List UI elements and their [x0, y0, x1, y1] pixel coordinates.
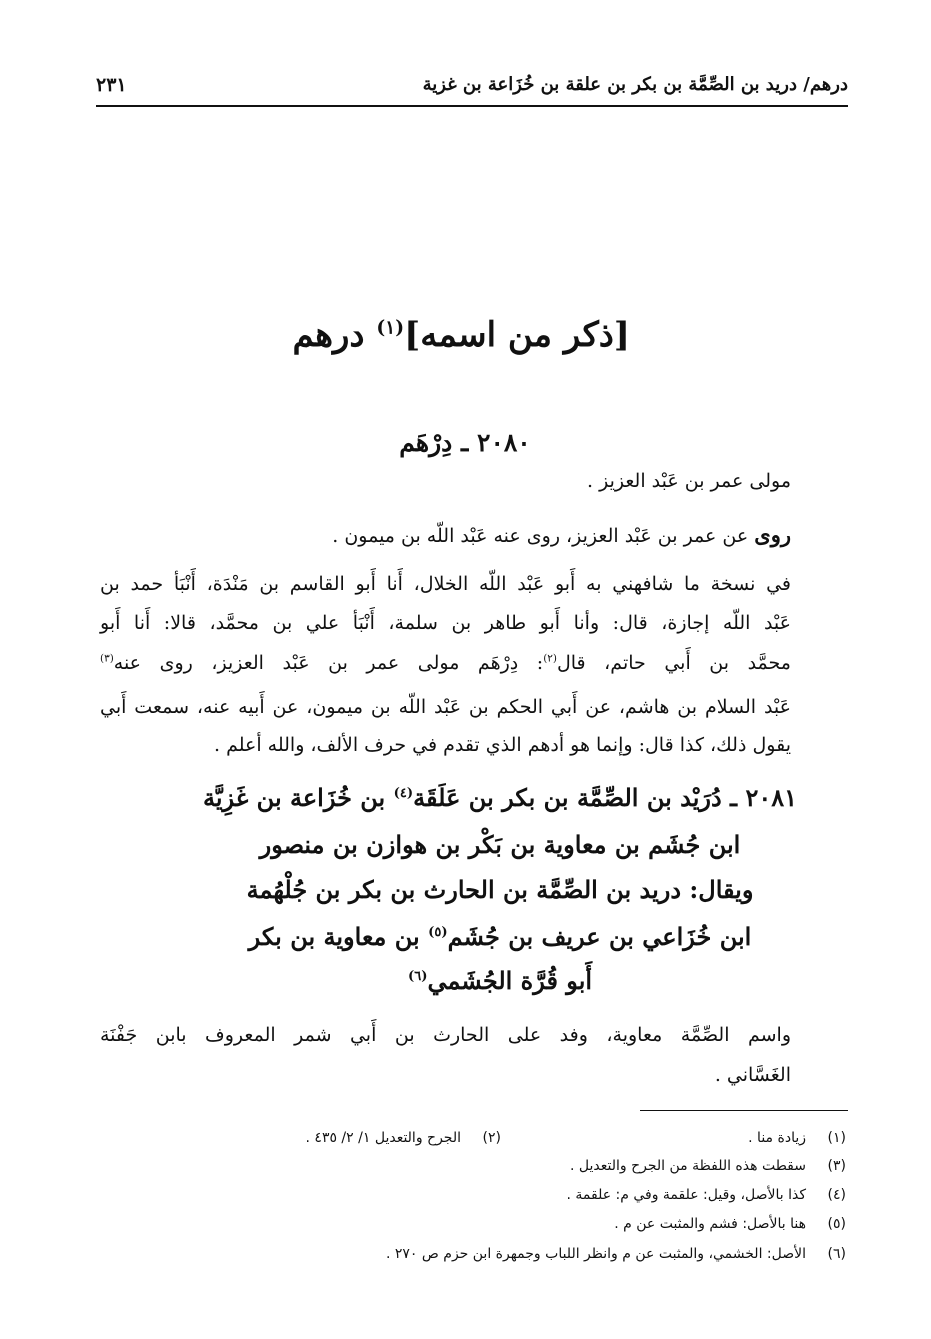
- footnote-number: (٣): [827, 1158, 846, 1174]
- entry-heading-2081: [150, 783, 850, 812]
- running-header: [96, 72, 848, 102]
- footnote-marker: (٦): [407, 969, 428, 984]
- text-line: عَبْد اللّه إجازة، قال: وأنا أَبو طاهر بن سلمة، أَنْبَأ علي بن محمَّد، قالا: أَنا أَبو: [100, 612, 791, 634]
- footnote-text: كذا بالأصل، وقيل: علقمة وفي م: علقمة .: [566, 1187, 806, 1203]
- text-span: محمَّد بن أَبي حاتم، قال: [556, 652, 791, 674]
- text-span: ٢٠٨١ ـ دُرَيْد بن الصِّمَّة بن بكر بن عَلَقَة: [413, 783, 797, 812]
- text-line: واسم الصِّمَّة معاوية، وفد على الحارث بن أَبي شمر المعروف بابن جَفْنَة: [100, 1024, 791, 1046]
- lineage-line: [150, 922, 850, 951]
- footnote-number: (٦): [827, 1246, 846, 1262]
- text-line: عَبْد السلام بن هاشم، عن أَبي الحكم بن عَبْد اللّه بن ميمون، عن أَبيه عنه، سمعت أَبي: [100, 696, 791, 718]
- footnote-text: زيادة منا .: [748, 1130, 806, 1146]
- section-title-bracket: [ذكر من اسمه]: [404, 315, 630, 355]
- text-span: أَبو قُرَّة الجُشَمي: [427, 966, 593, 995]
- footnote-rule: [640, 1110, 848, 1111]
- text-line: [100, 652, 791, 674]
- footnote: [570, 1158, 846, 1174]
- footnote-number: (٢): [482, 1130, 501, 1146]
- footnote-marker: (٣): [100, 652, 114, 665]
- footnote-text: سقطت هذه اللفظة من الجرح والتعديل .: [570, 1158, 806, 1174]
- text-span: بن معاوية بن بكر: [248, 922, 429, 951]
- footnote-marker: (٢): [543, 652, 557, 665]
- footnote: [566, 1187, 846, 1203]
- footnote-number: (٥): [827, 1216, 846, 1232]
- riwaya-lead: روى: [754, 522, 791, 547]
- footnote-number: (٤): [827, 1187, 846, 1203]
- footnote-text: الأصل: الخشمي، والمثبت عن م وانظر اللباب وجمهرة ابن حزم ص ٢٧٠ .: [385, 1246, 806, 1262]
- footnote: [386, 1246, 846, 1262]
- footnote: [748, 1130, 846, 1146]
- footnote-text: الجرح والتعديل ١/ ٢/ ٤٣٥ .: [305, 1130, 461, 1146]
- text-line: في نسخة ما شافهني به أَبو عَبْد اللّه الخلال، أَنا أَبو القاسم بن مَنْدَة، أَنْبَأ حمد بن: [100, 573, 791, 595]
- section-title-name: درهم: [292, 315, 377, 355]
- footnote: [306, 1130, 501, 1146]
- footnote-text: هنا بالأصل: فشم والمثبت عن م .: [614, 1216, 806, 1232]
- text-span: عن عمر بن عَبْد العزيز، روى عنه عَبْد اللّه بن ميمون .: [332, 525, 755, 547]
- text-line: يقول ذلك، كذا قال: وإنما هو أدهم الذي تقدم في حرف الألف، والله أعلم .: [213, 734, 791, 756]
- page-number: ٢٣١: [96, 74, 127, 96]
- footnote-marker: (١): [376, 316, 405, 339]
- text-line: مولى عمر بن عَبْد العزيز .: [587, 470, 791, 492]
- lineage-line: ويقال: دريد بن الصِّمَّة بن الحارث بن بكر بن جُلْهُمة: [246, 875, 754, 904]
- text-line: الغَسَّاني .: [714, 1064, 791, 1086]
- header-title: درهم/ دريد بن الصِّمَّة بن بكر بن علقة بن خُزَاعة بن غزية: [422, 74, 848, 95]
- footnote-number: (١): [827, 1130, 846, 1146]
- kunya-line: [150, 966, 850, 995]
- footnote: [614, 1216, 846, 1232]
- text-line: [332, 522, 791, 547]
- header-rule: [96, 105, 848, 107]
- lineage-line: ابن جُشَم بن معاوية بن بَكْر بن هوازن بن منصور: [259, 830, 741, 859]
- footnote-marker: (٤): [393, 786, 414, 801]
- text-span: بن خُزَاعة بن غَزِيَّة: [202, 783, 394, 812]
- text-span: ابن خُزَاعي بن عريف بن جُشَم: [447, 922, 752, 951]
- section-title: [292, 315, 630, 355]
- footnote-marker: (٥): [428, 925, 448, 940]
- text-span: : دِرْهَم مولى عمر بن عَبْد العزيز، روى عنه: [113, 652, 544, 674]
- entry-heading-2080: ٢٠٨٠ ـ دِرْهَم: [399, 428, 531, 457]
